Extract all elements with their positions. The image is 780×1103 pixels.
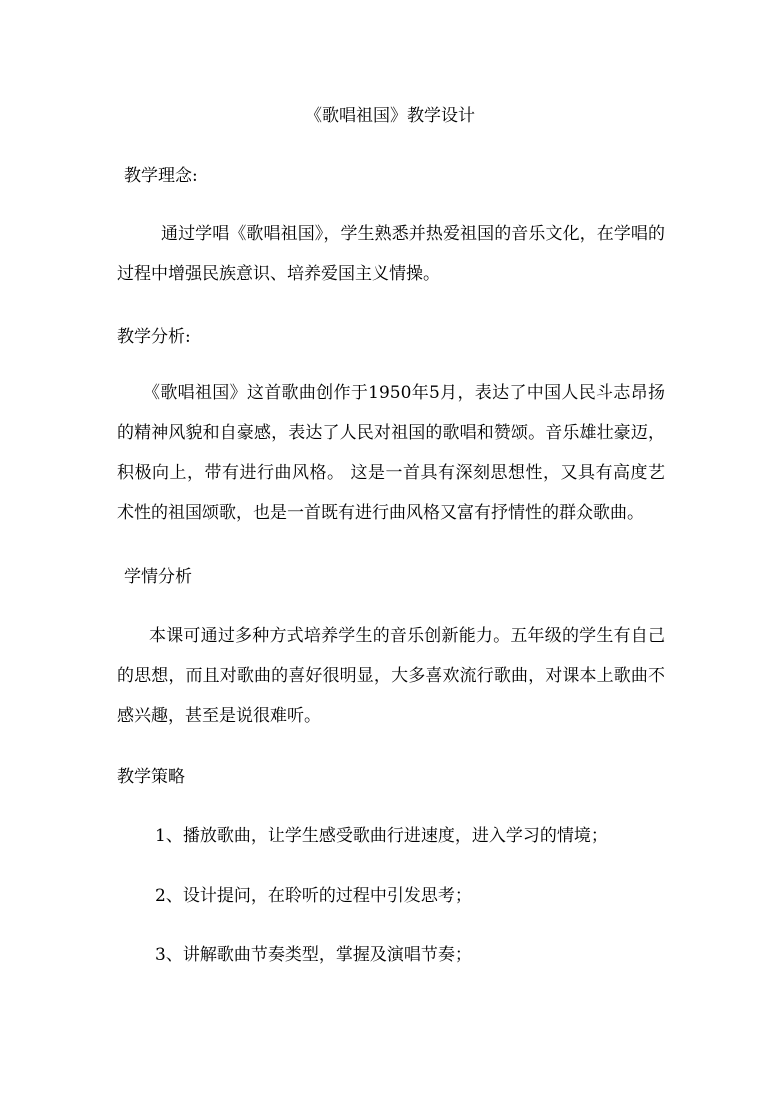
strategy-item: 1、播放歌曲，让学生感受歌曲行进速度，进入学习的情境； <box>155 826 608 846</box>
document-title: 《歌唱祖国》教学设计 <box>305 106 475 126</box>
strategy-item: 2、设计提问，在聆听的过程中引发思考； <box>155 886 472 906</box>
analysis-paragraph: 《歌唱祖国》这首歌曲创作于1950年5月，表达了中国人民斗志昂扬的精神风貌和自豪感，表达了人民对祖国的歌唱和赞颂。音乐雄壮豪迈，积极向上，带有进行曲风格。 这是一首具有深刻思想性，又具有高度艺术性的祖国颂歌，也是一首既有进行曲风格又富有抒情性的群众歌曲。 <box>117 383 665 523</box>
learners-heading: 学情分析 <box>124 567 192 587</box>
analysis-heading: 教学分析: <box>117 327 191 347</box>
strategy-item: 3、讲解歌曲节奏类型，掌握及演唱节奏； <box>155 945 472 965</box>
strategy-heading: 教学策略 <box>117 767 185 787</box>
learners-paragraph: 本课可通过多种方式培养学生的音乐创新能力。五年级的学生有自己的思想，而且对歌曲的喜好很明显，大多喜欢流行歌曲，对课本上歌曲不感兴趣，甚至是说很难听。 <box>117 626 665 726</box>
philosophy-heading: 教学理念: <box>124 166 198 186</box>
philosophy-paragraph: 通过学唱《歌唱祖国》，学生熟悉并热爱祖国的音乐文化，在学唱的过程中增强民族意识、培养爱国主义情操。 <box>117 224 665 284</box>
